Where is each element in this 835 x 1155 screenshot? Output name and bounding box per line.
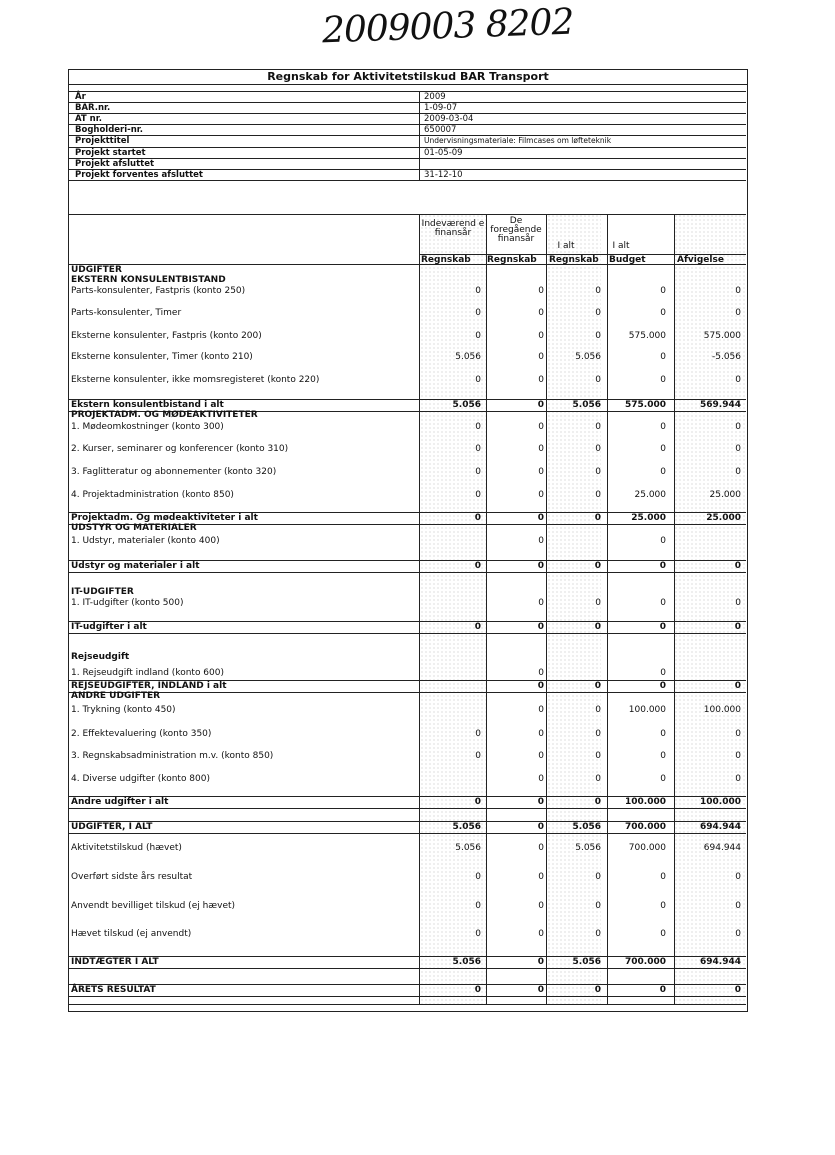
row-label: IT-UDGIFTER [71,587,134,597]
row-value: 0 [474,797,481,807]
info-value: 2009 [424,92,446,102]
info-row [73,103,747,113]
row-value: 0 [474,561,481,571]
row-value: 0 [660,929,666,939]
row-value: 0 [735,929,741,939]
row-value: 0 [475,901,481,911]
row-value: 0 [595,286,601,296]
row-value: 0 [595,422,601,432]
row-value: 694.944 [703,843,741,853]
row-value: 0 [660,774,666,784]
row-value: 0 [475,375,481,385]
row-value: 0 [659,985,666,995]
row-value: 0 [659,681,666,691]
info-row [73,92,747,102]
header-regnskab-3: Regnskab [549,255,599,265]
row-value: 0 [474,622,481,632]
info-label: Projekt afsluttet [75,159,155,169]
row-label: Ekstern konsulentbistand i alt [71,400,224,410]
row-value: 0 [734,622,741,632]
row-value: 0 [660,352,666,362]
row-label: UDGIFTER, I ALT [71,822,153,832]
row-value: 0 [537,400,544,410]
row-value: 0 [475,331,481,341]
caption-current-year: Indeværend e finansår [421,219,485,238]
row-value: 0 [538,843,544,853]
accounting-sheet [68,69,748,1012]
row-value: 700.000 [625,822,666,832]
row-value: 0 [538,286,544,296]
column-line [607,214,608,1004]
row-value: 0 [595,705,601,715]
header-budget: Budget [609,255,646,265]
row-value: 0 [537,561,544,571]
row-label: REJSEUDGIFTER, INDLAND i alt [71,681,227,691]
row-value: 0 [594,513,601,523]
row-label: 1. Rejseudgift indland (konto 600) [71,668,224,678]
row-label: EKSTERN KONSULENTBISTAND [71,275,226,285]
row-label: 3. Regnskabsadministration m.v. (konto 850) [71,751,274,761]
row-value: 5.056 [452,957,481,967]
row-value: 0 [538,444,544,454]
column-line [486,214,487,1004]
row-label: Anvendt bevilliget tilskud (ej hævet) [71,901,236,911]
row-value: 0 [735,308,741,318]
row-value: 0 [595,467,601,477]
row-label: Eksterne konsulenter, Fastpris (konto 200) [71,331,262,341]
header-afvigelse: Afvigelse [677,255,724,265]
row-value: 5.056 [572,822,601,832]
row-value: 5.056 [572,957,601,967]
row-value: 5.056 [452,400,481,410]
row-label: 1. Trykning (konto 450) [71,705,176,715]
row-label: PROJEKTADM. OG MØDEAKTIVITETER [71,410,258,420]
row-value: 0 [595,444,601,454]
rule-line [69,808,746,809]
row-value: 0 [594,681,601,691]
row-label: 3. Faglitteratur og abonnementer (konto 320) [71,467,277,477]
row-value: 0 [475,308,481,318]
row-value: 0 [595,729,601,739]
row-label: Aktivitetstilskud (hævet) [71,843,182,853]
handwritten-document-number: 2009003 8202 [321,1,575,52]
rule-line [69,1004,746,1005]
row-value: 0 [475,467,481,477]
info-row [73,114,747,124]
row-value: 0 [659,561,666,571]
row-value: 0 [537,513,544,523]
row-value: 569.944 [700,400,741,410]
row-value: 0 [474,985,481,995]
row-value: 100.000 [700,797,741,807]
row-value: 0 [595,490,601,500]
row-value: 0 [660,751,666,761]
row-value: 0 [475,444,481,454]
info-value: 650007 [424,125,457,135]
row-value: 0 [735,598,741,608]
info-row [73,170,747,180]
row-value: 0 [538,929,544,939]
info-label: Projekt forventes afsluttet [75,170,203,180]
row-value: 0 [475,490,481,500]
row-value: 0 [660,598,666,608]
row-value: 0 [538,375,544,385]
row-value: 0 [595,751,601,761]
row-label: Projektadm. Og mødeaktiviteter i alt [71,513,258,523]
row-label: Hævet tilskud (ej anvendt) [71,929,192,939]
row-value: 694.944 [700,957,741,967]
row-value: 0 [660,444,666,454]
column-line [674,214,675,1004]
sheet-title: Regnskab for Aktivitetstilskud BAR Transport [69,70,747,85]
row-value: 0 [538,729,544,739]
row-value: 0 [595,901,601,911]
row-value: 575.000 [703,331,741,341]
rule-line [69,833,746,834]
row-value: 0 [538,705,544,715]
row-value: 0 [538,598,544,608]
row-value: 0 [595,929,601,939]
row-label: Eksterne konsulenter, ikke momsregisteret (konto 220) [71,375,320,385]
row-value: 0 [735,729,741,739]
row-value: 100.000 [703,705,741,715]
info-row [73,148,747,158]
info-row [73,125,747,135]
row-value: 0 [475,872,481,882]
row-label: 4. Projektadministration (konto 850) [71,490,234,500]
row-value: 694.944 [700,822,741,832]
row-value: 0 [595,308,601,318]
rule-line [69,214,746,215]
row-value: 5.056 [455,843,481,853]
row-value: 0 [660,308,666,318]
row-value: 0 [660,872,666,882]
row-label: IT-udgifter i alt [71,622,147,632]
row-value: 0 [537,957,544,967]
row-value: 0 [735,774,741,784]
row-value: 0 [660,901,666,911]
row-value: 0 [595,375,601,385]
row-value: 0 [734,681,741,691]
row-value: 0 [538,352,544,362]
row-value: 0 [538,490,544,500]
rule-line [69,264,746,265]
row-value: 0 [660,422,666,432]
row-value: 0 [594,797,601,807]
row-value: 5.056 [572,400,601,410]
column-line [546,214,547,1004]
row-value: 0 [538,751,544,761]
info-label: BAR.nr. [75,103,111,113]
row-value: 0 [735,375,741,385]
row-value: 0 [734,985,741,995]
caption-total-1: I alt [557,241,575,251]
row-value: 0 [475,729,481,739]
row-value: 0 [660,536,666,546]
row-label: UDGIFTER [71,265,122,275]
row-value: 5.056 [455,352,481,362]
row-value: 0 [595,774,601,784]
row-value: 0 [538,308,544,318]
row-value: 0 [537,622,544,632]
row-value: 0 [595,598,601,608]
rule-line [69,169,746,170]
row-value: 0 [735,286,741,296]
rule-line [69,91,746,92]
row-value: 0 [735,422,741,432]
row-value: 0 [537,985,544,995]
row-label: 4. Diverse udgifter (konto 800) [71,774,210,784]
row-value: 0 [538,536,544,546]
column-line [419,214,420,1004]
rule-line [69,135,746,136]
rule-line [69,692,746,693]
header-regnskab-1: Regnskab [421,255,471,265]
row-label: Eksterne konsulenter, Timer (konto 210) [71,352,253,362]
row-label: ANDRE UDGIFTER [71,691,161,701]
row-value: 5.056 [575,843,601,853]
row-value: 100.000 [625,797,666,807]
row-value: 0 [595,872,601,882]
row-value: 0 [660,375,666,385]
row-label: Overført sidste års resultat [71,872,193,882]
info-label: Projekttitel [75,136,130,146]
row-value: 0 [475,286,481,296]
info-value: 01-05-09 [424,148,463,158]
row-value: 0 [475,751,481,761]
row-label: Parts-konsulenter, Fastpris (konto 250) [71,286,246,296]
row-label: Rejseudgift [71,652,130,662]
column-line [419,91,420,181]
rule-line [69,102,746,103]
info-row [73,136,747,146]
row-value: 575.000 [628,331,666,341]
row-value: 0 [735,901,741,911]
row-label: 2. Effektevaluering (konto 350) [71,729,212,739]
row-value: 0 [537,797,544,807]
info-row [73,159,747,169]
rule-line [419,254,746,255]
row-value: 0 [735,467,741,477]
row-value: 0 [594,622,601,632]
row-value: -5.056 [711,352,741,362]
row-value: 5.056 [452,822,481,832]
rule-line [69,158,746,159]
row-label: Andre udgifter i alt [71,797,169,807]
row-value: 0 [595,331,601,341]
row-value: 0 [538,422,544,432]
row-value: 0 [475,929,481,939]
row-value: 100.000 [628,705,666,715]
row-value: 0 [660,729,666,739]
row-value: 25.000 [634,490,666,500]
row-value: 0 [475,422,481,432]
row-value: 25.000 [631,513,666,523]
row-value: 0 [594,561,601,571]
row-label: UDSTYR OG MATERIALER [71,523,197,533]
rule-line [69,572,746,573]
row-label: 2. Kurser, seminarer og konferencer (konto 310) [71,444,289,454]
row-value: 0 [735,751,741,761]
row-label: 1. IT-udgifter (konto 500) [71,598,184,608]
row-value: 0 [538,872,544,882]
row-value: 0 [660,467,666,477]
info-label: Bogholderi-nr. [75,125,143,135]
info-label: AT nr. [75,114,102,124]
row-value: 0 [660,286,666,296]
rule-line [69,180,746,181]
rule-line [69,968,746,969]
row-value: 700.000 [628,843,666,853]
row-value: 0 [538,668,544,678]
row-value: 25.000 [706,513,741,523]
header-regnskab-2: Regnskab [487,255,537,265]
row-label: INDTÆGTER I ALT [71,957,159,967]
rule-line [69,633,746,634]
row-value: 0 [659,622,666,632]
row-label: Parts-konsulenter, Timer [71,308,182,318]
row-label: 1. Udstyr, materialer (konto 400) [71,536,220,546]
row-value: 5.056 [575,352,601,362]
info-value: 2009-03-04 [424,114,474,124]
row-value: 0 [735,872,741,882]
row-value: 0 [538,467,544,477]
info-label: År [75,92,86,102]
row-value: 0 [594,985,601,995]
info-value: Undervisningsmateriale: Filmcases om løfteteknik [424,136,612,145]
row-value: 0 [660,668,666,678]
rule-line [69,124,746,125]
info-value: 31-12-10 [424,170,463,180]
row-label: 1. Mødeomkostninger (konto 300) [71,422,224,432]
row-label: ÅRETS RESULTAT [71,985,156,995]
rule-line [69,996,746,997]
row-value: 0 [538,774,544,784]
info-label: Projekt startet [75,148,146,158]
row-label: Udstyr og materialer i alt [71,561,200,571]
caption-previous-years: De foregående finansår [490,216,542,244]
row-value: 0 [538,331,544,341]
row-value: 0 [735,444,741,454]
info-value: 1-09-07 [424,103,458,113]
row-value: 575.000 [625,400,666,410]
row-value: 0 [538,901,544,911]
rule-line [69,147,746,148]
row-value: 700.000 [625,957,666,967]
row-value: 25.000 [709,490,741,500]
row-value: 0 [537,681,544,691]
rule-line [69,113,746,114]
row-value: 0 [537,822,544,832]
caption-total-2: I alt [612,241,630,251]
row-value: 0 [474,513,481,523]
row-value: 0 [734,561,741,571]
